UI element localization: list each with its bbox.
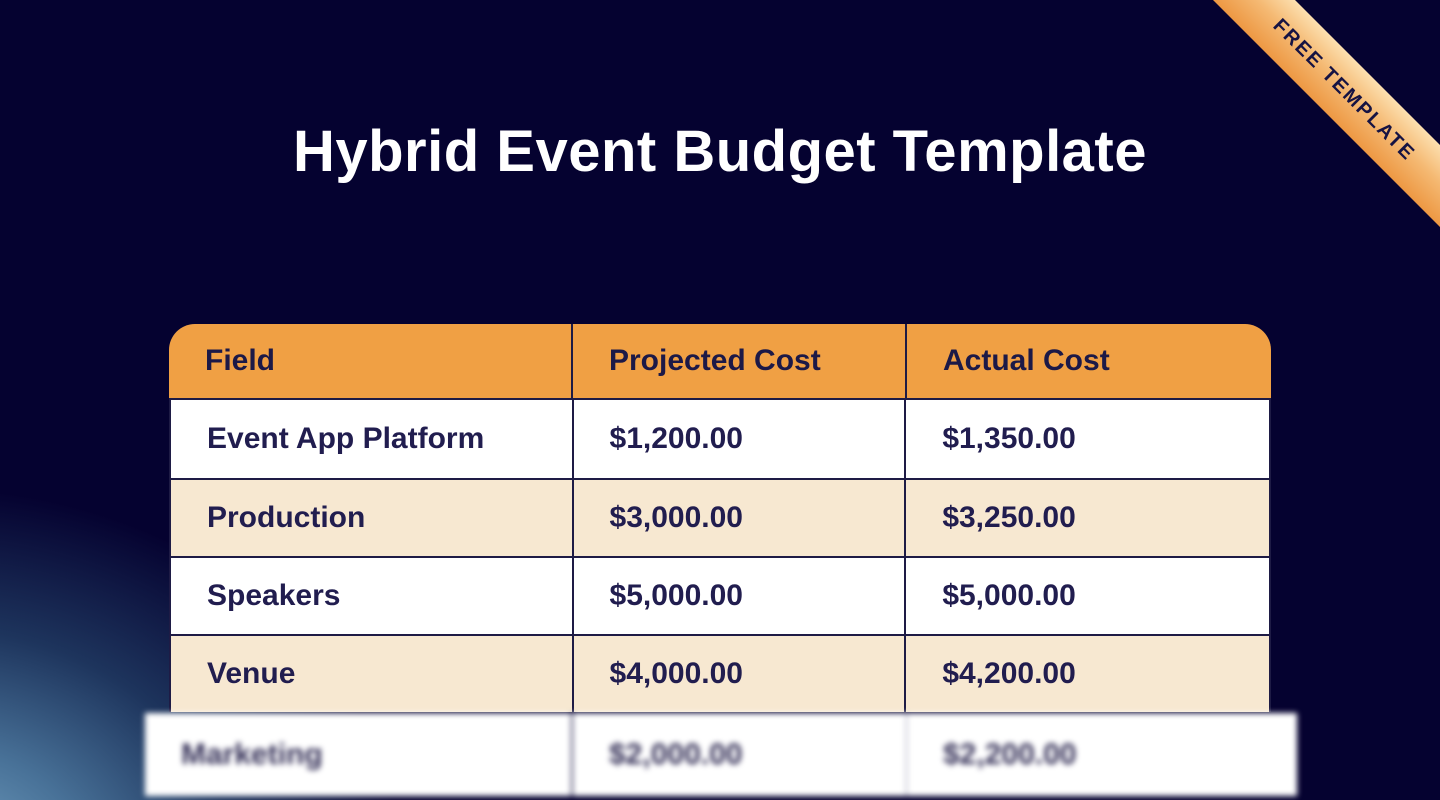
cell-projected-cost: $5,000.00 — [574, 558, 907, 634]
table-row-venue — [169, 634, 1271, 712]
cell-actual-cost: $1,350.00 — [942, 422, 1076, 455]
cell-projected-cost: $3,000.00 — [574, 480, 907, 556]
cell-field: Event App Platform — [171, 400, 574, 478]
table-row-event-app-platform — [169, 400, 1271, 478]
column-header-actual-cost: Actual Cost — [943, 344, 1110, 377]
cell-projected-cost: $1,200.00 — [574, 400, 907, 478]
column-header-field: Field — [169, 324, 573, 398]
table-row-production — [169, 478, 1271, 556]
cell-field: Venue — [171, 636, 574, 712]
cell-actual-cost: $3,250.00 — [942, 501, 1076, 534]
table-row-marketing-blurred — [145, 713, 1297, 796]
cell-projected-cost: $4,000.00 — [574, 636, 907, 712]
page-title: Hybrid Event Budget Template — [292, 119, 1148, 184]
column-header-projected-cost: Projected Cost — [573, 324, 907, 398]
ribbon-label: FREE TEMPLATE — [1268, 14, 1420, 166]
table-row-speakers — [169, 556, 1271, 634]
cell-field: Speakers — [171, 558, 574, 634]
cell-actual-cost: $4,200.00 — [942, 657, 1076, 690]
cell-projected-cost: $2,000.00 — [573, 713, 907, 796]
cell-actual-cost: $2,200.00 — [943, 737, 1077, 771]
budget-table — [169, 324, 1271, 712]
cell-actual-cost: $5,000.00 — [942, 579, 1076, 612]
table-header-row — [169, 324, 1271, 400]
cell-field: Marketing — [145, 713, 573, 796]
cell-field: Production — [171, 480, 574, 556]
